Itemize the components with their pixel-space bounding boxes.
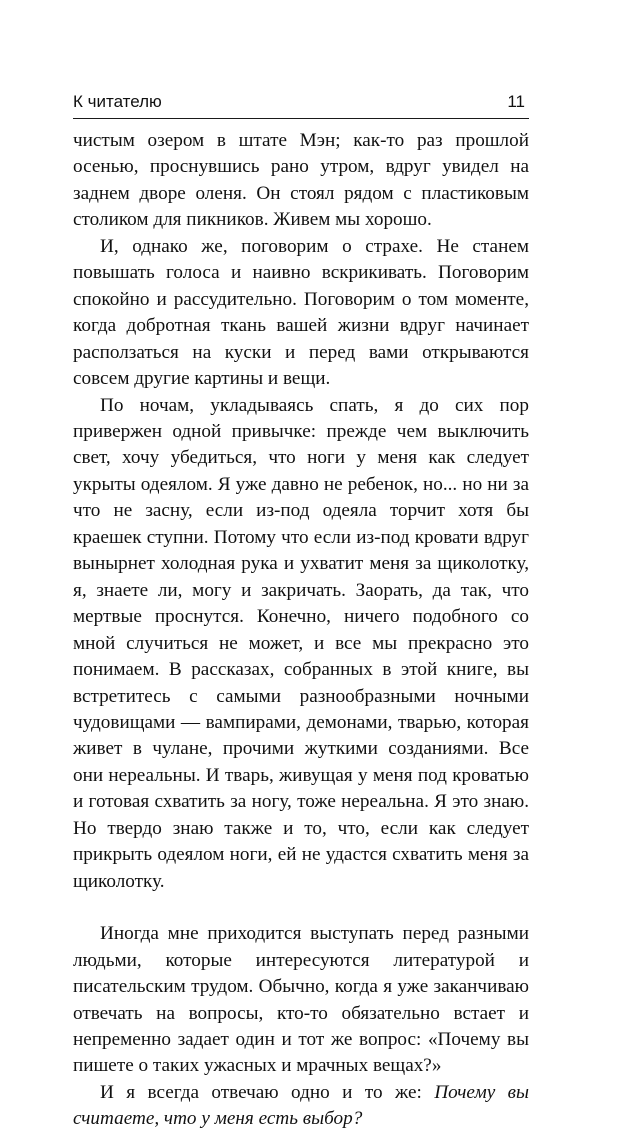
section-break [73,895,529,921]
closing-lead-text: И я всегда отвечаю одно и то же: [100,1081,435,1103]
paragraph-continued: чистым озером в штате Мэн; как-то раз прошлой осенью, проснувшись рано утром, вдруг увидел на заднем дворе оленя. Он стоял рядом с пластиковым столиком для пикников. Живем мы хорошо. [73,130,529,231]
closing-italic-text: Почему вы считаете, что у меня есть выбор? [73,1081,529,1130]
running-header [73,92,529,119]
chapter-title: К читателю [73,92,162,111]
page-number: 11 [507,92,525,111]
paragraph: По ночам, укладываясь спать, я до сих пор привержен одной привычке: прежде чем выключить свет, хочу убедиться, что ноги у меня как следует укрыты одеялом. Я уже давно не ребенок, но... но ни за что не засну, если из-под одеяла торчит хотя бы краешек ступни. Потому что если из-под кровати вдруг вынырнет холодная рука и ухватит меня за щиколотку, я, знаете ли, могу и закричать. Заорать, да так, что мертвые проснутся. Конечно, ничего подобного со мной случиться не может, и все мы прекрасно это понимаем. В рассказах, собранных в этой книге, вы встретитесь с самыми разнообразными ночными чудовищами — вампирами, демонами, тварью, которая живет в чулане, прочими жуткими созданиями. Все они нереальны. И тварь, живущая у меня под кроватью и готовая схватить за ногу, тоже нереальна. Я это знаю. Но твердо знаю также и то, что, если как следует прикрыть одеялом ноги, ей не удастся схватить меня за щиколотку. [73,394,529,892]
paragraph-closing [73,1080,529,1133]
paragraph: И, однако же, поговорим о страхе. Не станем повышать голоса и наивно вскрикивать. Поговорим спокойно и рассудительно. Поговорим о том моменте, когда добротная ткань вашей жизни вдруг начинает расползаться на куски и перед вами открываются совсем другие картины и вещи. [73,235,529,390]
paragraph: Иногда мне приходится выступать перед разными людьми, которые интересуются литературой и писательским трудом. Обычно, когда я уже заканчиваю отвечать на вопросы, кто-то обязательно встает и непременно задает один и тот же вопрос: «Почему вы пишете о таких ужасных и мрачных вещах?» [73,923,529,1077]
body-text [73,128,529,1133]
